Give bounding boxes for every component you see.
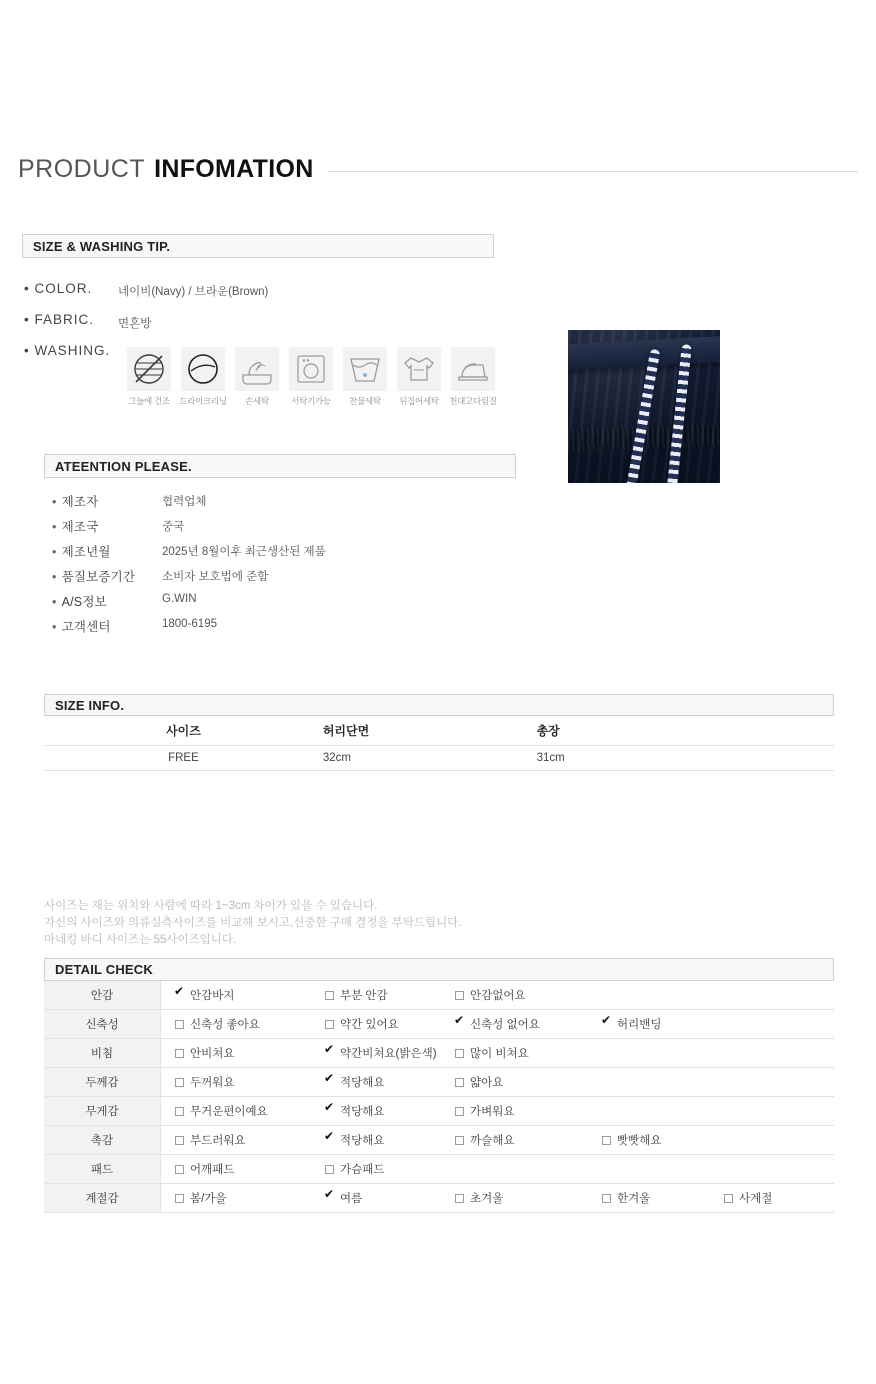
detail-row-label: 패드 [44,1155,161,1184]
detail-option-label: 무거운편이예요 [190,1106,268,1118]
detail-check-table [44,981,834,1213]
detail-option-label: 초겨울 [470,1193,504,1205]
checkbox-empty-icon[interactable] [175,1020,184,1029]
attention-value: 소비자 보호법에 준함 [162,571,269,583]
check-mark-icon[interactable] [325,1194,334,1203]
detail-option-label: 적당해요 [340,1077,385,1089]
attention-row [52,542,326,567]
detail-row-options [161,1126,835,1155]
detail-option-label: 적당해요 [340,1135,385,1147]
note-line: 마네킹 바디 사이즈는 55사이즈입니다. [44,934,237,946]
table-row [44,981,834,1010]
detail-row-options [161,1039,835,1068]
detail-option-checkbox[interactable] [325,1132,455,1148]
checkbox-empty-icon[interactable] [602,1136,611,1145]
attention-row [52,492,326,517]
attention-key-text: A/S정보 [61,595,107,609]
table-row [44,746,834,771]
detail-option-checkbox[interactable] [175,1074,325,1090]
attention-key: • 고객센터 [52,620,111,634]
washing-icon-hand-wash [232,347,282,407]
check-mark-icon[interactable] [455,1020,464,1029]
detail-option-label: 까슬해요 [470,1135,515,1147]
attention-key: • 제조년월 [52,545,111,559]
attention-row [52,517,326,542]
attention-value: 협력업체 [162,496,207,508]
checkbox-empty-icon[interactable] [455,1078,464,1087]
detail-option-label: 가벼워요 [470,1106,515,1118]
attention-list [52,492,326,642]
attention-row [52,567,326,592]
detail-option-checkbox[interactable] [325,1045,455,1061]
size-cell: FREE [168,752,199,764]
attention-value: 1800-6195 [162,618,217,630]
detail-option-checkbox[interactable] [325,1103,455,1119]
attention-key-text: 제조국 [61,520,99,534]
detail-option-label: 안비쳐요 [190,1048,235,1060]
detail-option-checkbox[interactable] [455,1132,602,1148]
detail-option-label: 봄/가을 [190,1193,227,1205]
detail-row-label: 계절감 [44,1184,161,1213]
title-divider [328,171,858,172]
washing-label-text: • WASHING. [24,343,111,358]
detail-row-label: 촉감 [44,1126,161,1155]
checkbox-empty-icon[interactable] [175,1165,184,1174]
detail-option-checkbox[interactable] [455,987,585,1003]
note-line: 자신의 사이즈와 의류실측사이즈를 비교해 보시고,신중한 구매 결정을 부탁드립니다. [44,917,462,929]
checkbox-empty-icon[interactable] [602,1194,611,1203]
shade-dry-icon [127,347,171,391]
fabric-value: 면혼방 [118,318,152,330]
detail-option-label: 두꺼워요 [190,1077,235,1089]
detail-option-checkbox[interactable] [325,987,455,1003]
checkbox-empty-icon[interactable] [325,1020,334,1029]
detail-option-label: 어깨패드 [190,1164,235,1176]
size-disclaimer [44,898,462,949]
attention-key-text: 제조년월 [61,545,111,559]
color-value: 네이비(Navy) / 브라운(Brown) [118,286,269,298]
fabric-label [24,312,94,327]
detail-row-options [161,1068,835,1097]
detail-option-label: 한겨울 [617,1193,651,1205]
washing-icon-cold-water-wash [340,347,390,407]
waist-cell: 32cm [322,752,351,764]
detail-option-checkbox[interactable] [175,1132,325,1148]
detail-option-checkbox[interactable] [175,987,325,1003]
detail-check-section-header: DETAIL CHECK [44,958,834,981]
note-line: 사이즈는 재는 위치와 사람에 따라 1~3cm 차이가 있을 수 있습니다. [44,900,378,912]
check-mark-icon[interactable] [325,1107,334,1116]
attention-key-text: 제조자 [61,495,99,509]
detail-row-label: 신축성 [44,1010,161,1039]
detail-option-label: 사계절 [739,1193,773,1205]
detail-option-label: 부드러워요 [190,1135,246,1147]
checkbox-empty-icon[interactable] [325,991,334,1000]
attention-value: 중국 [162,521,185,533]
detail-option-label: 허리밴딩 [617,1019,662,1031]
detail-option-checkbox[interactable] [455,1016,602,1032]
length-col-header: 총장 [536,724,560,738]
detail-option-checkbox[interactable] [325,1074,455,1090]
detail-option-label: 부분 안감 [340,990,388,1002]
detail-row-options [161,1097,835,1126]
detail-option-checkbox[interactable] [455,1190,602,1206]
detail-option-checkbox[interactable] [602,1016,732,1032]
attention-value: 2025년 8월이후 최근생산된 제품 [162,546,326,558]
check-mark-icon[interactable] [325,1049,334,1058]
detail-option-label: 가슴패드 [340,1164,385,1176]
washing-caption: 뒤집어세탁 [399,396,439,406]
detail-option-checkbox[interactable] [455,1045,585,1061]
detail-option-checkbox[interactable] [602,1132,732,1148]
detail-row-label: 비침 [44,1039,161,1068]
attention-section-header: ATEENTION PLEASE. [44,454,516,478]
detail-option-label: 여름 [340,1193,363,1205]
detail-option-checkbox[interactable] [175,1190,325,1206]
page-title-light: PRODUCT [18,155,146,183]
checkbox-empty-icon[interactable] [175,1136,184,1145]
checkbox-empty-icon[interactable] [175,1107,184,1116]
check-mark-icon[interactable] [175,991,184,1000]
detail-option-label: 많이 비쳐요 [470,1048,529,1060]
checkbox-empty-icon[interactable] [455,1136,464,1145]
washing-caption: 찬물세탁 [349,396,381,406]
detail-option-label: 신축성 없어요 [470,1019,540,1031]
attention-row [52,617,326,642]
table-row [44,1010,834,1039]
color-label-text: • COLOR. [24,281,93,296]
table-row [44,1039,834,1068]
detail-option-checkbox[interactable] [175,1016,325,1032]
detail-option-checkbox[interactable] [325,1161,455,1177]
washing-label [24,343,110,358]
page-title [18,155,858,184]
attention-row [52,592,326,617]
detail-option-checkbox[interactable] [602,1190,724,1206]
detail-option-label: 빳빳해요 [617,1135,662,1147]
iron-with-cloth-icon [451,347,495,391]
washing-caption: 천대고다림질 [449,396,497,406]
washing-caption: 손세탁 [245,396,269,406]
product-photo [568,330,720,483]
attention-key: • 제조국 [52,520,99,534]
washing-icon-shade-dry [124,347,174,407]
check-mark-icon[interactable] [325,1136,334,1145]
detail-option-checkbox[interactable] [325,1016,455,1032]
attention-key-text: 품질보증기간 [61,570,136,584]
washing-icon-machine-wash [286,347,336,407]
detail-option-label: 적당해요 [340,1106,385,1118]
checkbox-empty-icon[interactable] [175,1049,184,1058]
washing-caption: 서탁기가능 [291,396,331,406]
detail-row-options [161,1155,835,1184]
wash-inside-out-icon [397,347,441,391]
checkbox-empty-icon[interactable] [325,1165,334,1174]
attention-key: • 제조자 [52,495,99,509]
waist-col-header: 허리단면 [322,724,370,738]
detail-option-label: 안감바지 [190,990,235,1002]
washing-caption: 드라이크리닝 [179,396,227,406]
detail-row-options [161,1184,835,1213]
detail-option-label: 신축성 좋아요 [190,1019,260,1031]
machine-wash-icon [289,347,333,391]
washing-caption: 그늘에 건조 [128,396,170,406]
table-header-row [44,716,834,746]
table-row [44,1155,834,1184]
detail-option-checkbox[interactable] [325,1190,455,1206]
detail-option-label: 약간 있어요 [340,1019,399,1031]
detail-row-label: 두께감 [44,1068,161,1097]
table-row [44,1184,834,1213]
detail-option-label: 안감없어요 [470,990,526,1002]
detail-option-checkbox[interactable] [455,1074,585,1090]
detail-option-checkbox[interactable] [175,1045,325,1061]
check-mark-icon[interactable] [602,1020,611,1029]
detail-option-checkbox[interactable] [455,1103,585,1119]
detail-option-checkbox[interactable] [175,1161,325,1177]
cold-water-wash-icon [343,347,387,391]
table-row [44,1097,834,1126]
checkbox-empty-icon[interactable] [455,991,464,1000]
dry-clean-icon [181,347,225,391]
detail-row-options [161,981,835,1010]
checkbox-empty-icon[interactable] [455,1107,464,1116]
color-label [24,281,92,296]
detail-option-checkbox[interactable] [724,1190,834,1206]
checkbox-empty-icon[interactable] [455,1049,464,1058]
hand-wash-icon [235,347,279,391]
fabric-label-text: • FABRIC. [24,312,94,327]
detail-row-label: 무게감 [44,1097,161,1126]
checkbox-empty-icon[interactable] [175,1078,184,1087]
table-row [44,1126,834,1155]
attention-key-text: 고객센터 [61,620,111,634]
check-mark-icon[interactable] [325,1078,334,1087]
checkbox-empty-icon[interactable] [175,1194,184,1203]
detail-option-label: 얇아요 [470,1077,504,1089]
size-info-table [44,716,834,771]
attention-key: • 품질보증기간 [52,570,136,584]
length-cell: 31cm [536,752,565,764]
washing-icon-dry-clean [178,347,228,407]
washing-icon-wash-inside-out [394,347,444,407]
page-title-bold: INFOMATION [154,155,314,183]
detail-option-checkbox[interactable] [175,1103,325,1119]
size-washing-section-header: SIZE & WASHING TIP. [22,234,494,258]
size-col-header: 사이즈 [166,724,201,738]
attention-value: G.WIN [162,593,197,605]
detail-row-label: 안감 [44,981,161,1010]
checkbox-empty-icon[interactable] [455,1194,464,1203]
washing-icon-group [124,347,498,407]
table-row [44,1068,834,1097]
washing-icon-iron-with-cloth [448,347,498,407]
detail-option-label: 약간비쳐요(밝은색) [340,1048,437,1060]
attention-key: • A/S정보 [52,595,107,609]
detail-row-options [161,1010,835,1039]
checkbox-empty-icon[interactable] [724,1194,733,1203]
size-info-section-header: SIZE INFO. [44,694,834,716]
